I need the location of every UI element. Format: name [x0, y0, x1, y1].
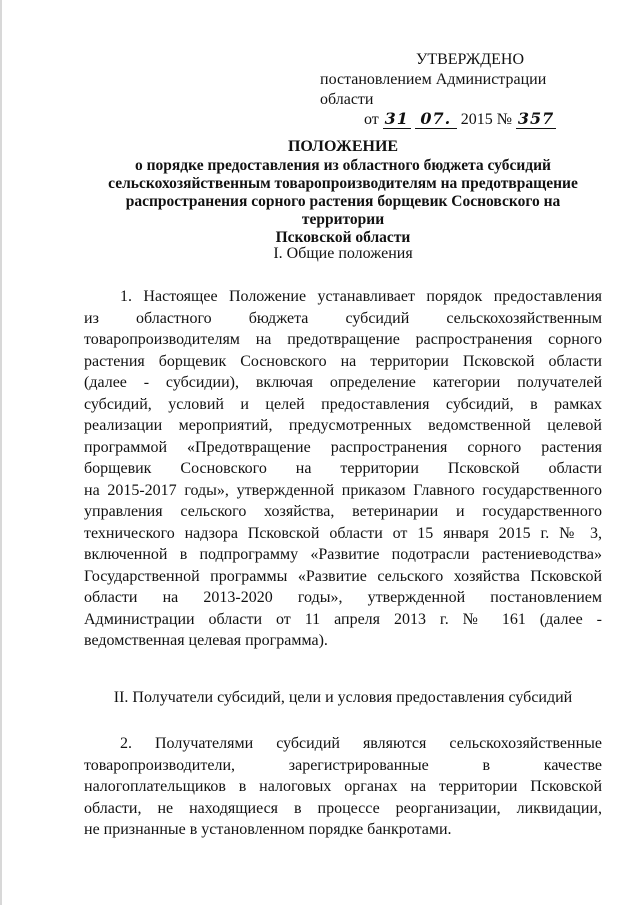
title-main: ПОЛОЖЕНИЕ — [287, 138, 399, 155]
paragraph-line: технического надзора Псковской области от 15 января 2015 г. № 3, — [84, 524, 602, 542]
paragraph-line: товаропроизводители, зарегистрированные в качестве — [84, 756, 602, 774]
paragraph-line: налогоплательщиков в налоговых органах на территории Псковской — [84, 778, 602, 795]
paragraph-line: включенной в подпрограмму «Развитие подотрасли растениеводства» — [84, 546, 602, 563]
paragraph-line: ведомственная целевая программа). — [84, 632, 328, 649]
section-heading-1: I. Общие положения — [273, 245, 413, 262]
title-line: сельскохозяйственным товаропроизводителям на предотвращение — [108, 175, 578, 192]
date-day-field — [383, 111, 411, 129]
paragraph-line: Государственной программы «Развитие сельского хозяйства Псковской — [84, 567, 602, 585]
paragraph-line: борщевик Сосновского на территории Псковской области — [84, 460, 602, 477]
handwritten-number: 357 — [517, 109, 555, 128]
handwritten-month: 07. — [420, 109, 452, 128]
number-field — [516, 111, 556, 129]
scan-edge — [0, 0, 2, 905]
approval-by: постановлением Администрации области — [320, 71, 547, 108]
paragraph-line: товаропроизводителям на предотвращение распространения сорного — [84, 331, 602, 348]
approval-stamp — [320, 50, 600, 130]
paragraph-line: Администрации области от 11 апреля 2013 г. № 161 (далее - — [84, 610, 602, 628]
handwritten-day: 31 — [384, 109, 409, 128]
section-heading-2: II. Получатели субсидий, цели и условия предоставления субсидий — [113, 689, 573, 706]
paragraph-1 — [84, 286, 602, 652]
paragraph-line: растения борщевик Сосновского на территории Псковской области — [84, 352, 602, 370]
paragraph-line: 1. Настоящее Положение устанавливает порядок предоставления — [120, 288, 602, 305]
paragraph-line: реализации мероприятий, предусмотренных ведомственной целевой — [84, 417, 602, 434]
date-month-field — [415, 111, 457, 129]
paragraph-line: области на 2013-2020 годы», утвержденной постановлением — [84, 589, 602, 606]
paragraph-line: субсидий, условий и целей предоставления субсидий, в рамках — [84, 395, 602, 413]
paragraph-line: из областного бюджета субсидий сельскохозяйственным — [84, 309, 602, 327]
paragraph-line: программой «Предотвращение распространения сорного растения — [84, 438, 602, 456]
title-line: о порядке предоставления из областного бюджета субсидий — [135, 157, 551, 174]
paragraph-2 — [84, 733, 602, 841]
paragraph-line: (далее - субсидии), включая определение категории получателей — [84, 374, 602, 391]
paragraph-line: 2. Получателями субсидий являются сельскохозяйственные — [120, 735, 602, 752]
from-label: от — [364, 111, 379, 128]
title-line: распространения сорного растения борщевик Сосновского на территории — [125, 193, 561, 228]
paragraph-line: управления сельского хозяйства, ветеринарии и государственного — [84, 503, 602, 520]
paragraph-line: области, не находящиеся в процессе реорганизации, ликвидации, — [84, 799, 602, 817]
approval-date-line — [320, 110, 600, 130]
paragraph-line: на 2015-2017 годы», утвержденной приказом Главного государственного — [84, 481, 602, 499]
year-text: 2015 № — [460, 111, 513, 128]
approval-word: УТВЕРЖДЕНО — [416, 51, 525, 68]
paragraph-line: не признанные в установленном порядке банкротами. — [84, 821, 452, 838]
title-line: Псковской области — [275, 229, 411, 246]
document-title — [84, 138, 602, 247]
